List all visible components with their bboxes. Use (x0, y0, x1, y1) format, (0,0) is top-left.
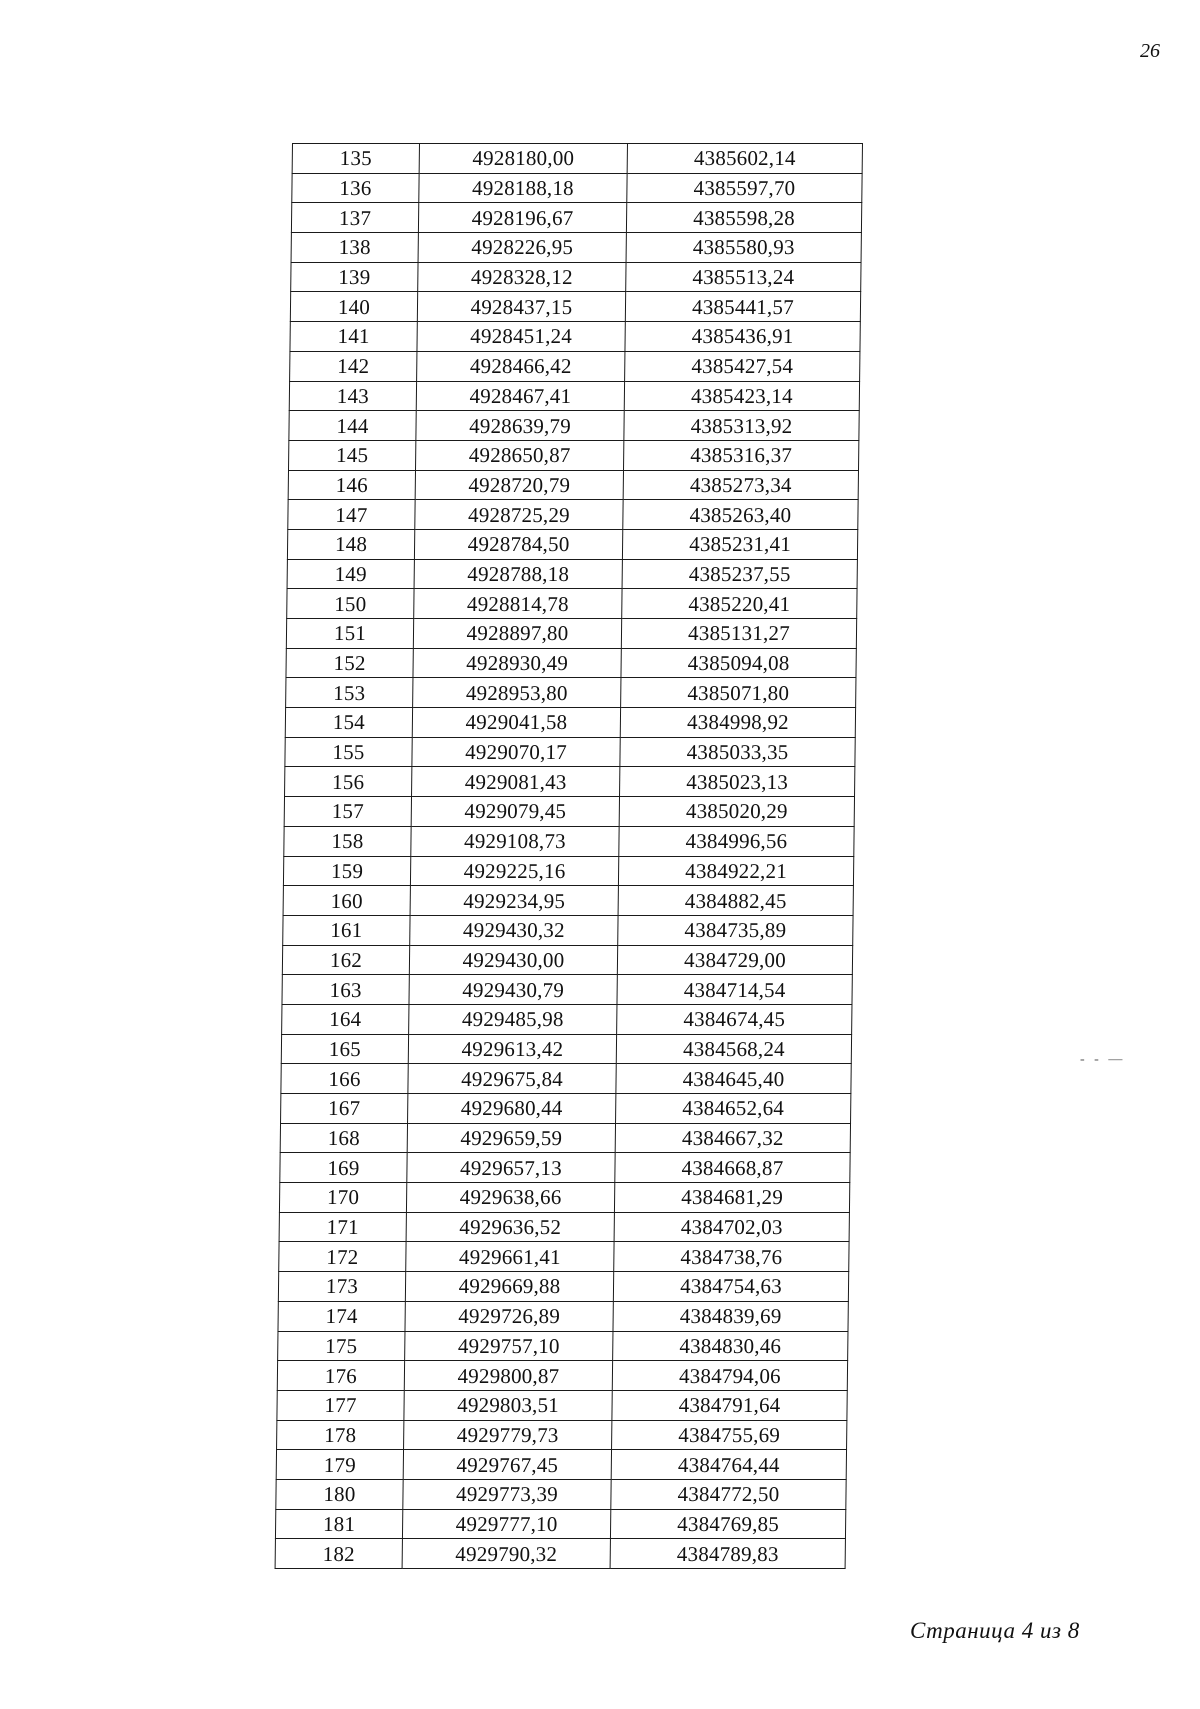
table-row (281, 1064, 851, 1094)
table-row (284, 826, 854, 856)
table-row (287, 559, 857, 589)
y-coordinate-cell: 4385436,91 (625, 322, 860, 352)
y-coordinate-cell: 4384755,69 (612, 1420, 847, 1450)
y-coordinate-cell: 4384772,50 (611, 1479, 846, 1509)
y-coordinate-cell: 4384996,56 (619, 826, 854, 856)
table-row (280, 1153, 850, 1183)
table-row (279, 1242, 849, 1272)
y-coordinate-cell: 4385131,27 (621, 619, 856, 649)
y-coordinate-cell: 4385597,70 (627, 173, 862, 203)
x-coordinate-cell: 4929757,10 (405, 1331, 613, 1361)
table-row (275, 1509, 845, 1539)
y-coordinate-cell: 4384667,32 (615, 1123, 850, 1153)
table-row (291, 233, 861, 263)
table-row (277, 1390, 847, 1420)
x-coordinate-cell: 4929726,89 (405, 1301, 613, 1331)
y-coordinate-cell: 4385220,41 (622, 589, 857, 619)
table-row (278, 1331, 848, 1361)
x-coordinate-cell: 4929669,88 (405, 1272, 613, 1302)
point-number-cell: 174 (278, 1301, 405, 1331)
point-number-cell: 151 (286, 619, 413, 649)
point-number-cell: 149 (287, 559, 414, 589)
x-coordinate-cell: 4928639,79 (416, 411, 624, 441)
y-coordinate-cell: 4384839,69 (613, 1301, 848, 1331)
point-number-cell: 159 (283, 856, 410, 886)
x-coordinate-cell: 4929773,39 (403, 1479, 611, 1509)
point-number-cell: 172 (279, 1242, 406, 1272)
point-number-cell: 176 (277, 1361, 404, 1391)
x-coordinate-cell: 4929070,17 (412, 737, 620, 767)
point-number-cell: 150 (287, 589, 414, 619)
scan-artifact-mark: - - — (1080, 1052, 1126, 1067)
table-row (277, 1420, 847, 1450)
point-number-cell: 179 (276, 1450, 403, 1480)
table-row (288, 500, 858, 530)
point-number-cell: 139 (291, 262, 418, 292)
point-number-cell: 175 (278, 1331, 405, 1361)
y-coordinate-cell: 4385313,92 (624, 411, 859, 441)
point-number-cell: 181 (275, 1509, 402, 1539)
point-number-cell: 180 (276, 1479, 403, 1509)
x-coordinate-cell: 4928437,15 (417, 292, 625, 322)
table-row (288, 470, 858, 500)
y-coordinate-cell: 4384714,54 (617, 975, 852, 1005)
table-row (290, 292, 860, 322)
y-coordinate-cell: 4384645,40 (616, 1064, 851, 1094)
y-coordinate-cell: 4385427,54 (625, 351, 860, 381)
table-row (278, 1301, 848, 1331)
point-number-cell: 154 (285, 708, 412, 738)
y-coordinate-cell: 4384789,83 (610, 1539, 845, 1569)
point-number-cell: 164 (282, 1004, 409, 1034)
point-number-cell: 173 (278, 1272, 405, 1302)
coordinates-table (275, 143, 863, 1569)
y-coordinate-cell: 4385231,41 (622, 529, 857, 559)
point-number-cell: 146 (288, 470, 415, 500)
point-number-cell: 169 (280, 1153, 407, 1183)
x-coordinate-cell: 4929767,45 (403, 1450, 611, 1480)
y-coordinate-cell: 4384882,45 (618, 886, 853, 916)
table-row (283, 915, 853, 945)
x-coordinate-cell: 4929803,51 (404, 1390, 612, 1420)
y-coordinate-cell: 4384754,63 (613, 1272, 848, 1302)
x-coordinate-cell: 4929777,10 (402, 1509, 610, 1539)
x-coordinate-cell: 4929661,41 (406, 1242, 614, 1272)
point-number-cell: 147 (288, 500, 415, 530)
y-coordinate-cell: 4384769,85 (610, 1509, 845, 1539)
x-coordinate-cell: 4929800,87 (404, 1361, 612, 1391)
x-coordinate-cell: 4929779,73 (404, 1420, 612, 1450)
table-row (281, 1034, 851, 1064)
table-row (285, 767, 855, 797)
x-coordinate-cell: 4928188,18 (419, 173, 627, 203)
point-number-cell: 148 (287, 529, 414, 559)
x-coordinate-cell: 4929041,58 (412, 708, 620, 738)
table-row (276, 1479, 846, 1509)
y-coordinate-cell: 4384794,06 (612, 1361, 847, 1391)
point-number-cell: 162 (282, 945, 409, 975)
point-number-cell: 171 (279, 1212, 406, 1242)
coordinates-table-body (275, 144, 862, 1569)
x-coordinate-cell: 4929225,16 (410, 856, 618, 886)
point-number-cell: 161 (283, 915, 410, 945)
x-coordinate-cell: 4929657,13 (407, 1153, 615, 1183)
y-coordinate-cell: 4385263,40 (623, 500, 858, 530)
table-row (283, 886, 853, 916)
y-coordinate-cell: 4385513,24 (626, 262, 861, 292)
y-coordinate-cell: 4384668,87 (615, 1153, 850, 1183)
point-number-cell: 166 (281, 1064, 408, 1094)
table-row (290, 322, 860, 352)
x-coordinate-cell: 4928897,80 (413, 619, 621, 649)
x-coordinate-cell: 4928180,00 (419, 144, 627, 174)
y-coordinate-cell: 4384922,21 (618, 856, 853, 886)
table-row (290, 351, 860, 381)
y-coordinate-cell: 4384738,76 (614, 1242, 849, 1272)
table-row (286, 678, 856, 708)
table-row (286, 648, 856, 678)
x-coordinate-cell: 4928930,49 (413, 648, 621, 678)
table-row (282, 945, 852, 975)
table-row (282, 1004, 852, 1034)
y-coordinate-cell: 4385023,13 (620, 767, 855, 797)
point-number-cell: 144 (289, 411, 416, 441)
x-coordinate-cell: 4928466,42 (417, 351, 625, 381)
x-coordinate-cell: 4928467,41 (416, 381, 624, 411)
table-row (289, 411, 859, 441)
y-coordinate-cell: 4385598,28 (626, 203, 861, 233)
x-coordinate-cell: 4929638,66 (406, 1183, 614, 1213)
y-coordinate-cell: 4385441,57 (625, 292, 860, 322)
x-coordinate-cell: 4929430,00 (409, 945, 617, 975)
point-number-cell: 160 (283, 886, 410, 916)
y-coordinate-cell: 4384568,24 (616, 1034, 851, 1064)
x-coordinate-cell: 4928788,18 (414, 559, 622, 589)
x-coordinate-cell: 4928196,67 (418, 203, 626, 233)
point-number-cell: 167 (281, 1094, 408, 1124)
point-number-cell: 141 (290, 322, 417, 352)
point-number-cell: 170 (279, 1183, 406, 1213)
point-number-cell: 182 (275, 1539, 402, 1569)
point-number-cell: 168 (280, 1123, 407, 1153)
x-coordinate-cell: 4928814,78 (414, 589, 622, 619)
y-coordinate-cell: 4385273,34 (623, 470, 858, 500)
table-row (289, 440, 859, 470)
y-coordinate-cell: 4384735,89 (618, 915, 853, 945)
table-row (278, 1272, 848, 1302)
x-coordinate-cell: 4928328,12 (418, 262, 626, 292)
point-number-cell: 155 (285, 737, 412, 767)
y-coordinate-cell: 4385071,80 (621, 678, 856, 708)
table-row (283, 856, 853, 886)
table-row (285, 708, 855, 738)
table-row (280, 1123, 850, 1153)
y-coordinate-cell: 4384998,92 (620, 708, 855, 738)
x-coordinate-cell: 4928226,95 (418, 233, 626, 263)
page-footer-label: Страница 4 из 8 (910, 1618, 1080, 1643)
x-coordinate-cell: 4928953,80 (413, 678, 621, 708)
point-number-cell: 163 (282, 975, 409, 1005)
point-number-cell: 156 (285, 767, 412, 797)
y-coordinate-cell: 4384791,64 (612, 1390, 847, 1420)
point-number-cell: 137 (291, 203, 418, 233)
table-row (292, 173, 862, 203)
point-number-cell: 177 (277, 1390, 404, 1420)
x-coordinate-cell: 4929675,84 (408, 1064, 616, 1094)
x-coordinate-cell: 4929636,52 (406, 1212, 614, 1242)
y-coordinate-cell: 4384652,64 (616, 1094, 851, 1124)
x-coordinate-cell: 4928725,29 (415, 500, 623, 530)
y-coordinate-cell: 4385423,14 (624, 381, 859, 411)
table-row (292, 144, 862, 174)
point-number-cell: 157 (284, 797, 411, 827)
point-number-cell: 143 (289, 381, 416, 411)
table-row (281, 1094, 851, 1124)
point-number-cell: 178 (277, 1420, 404, 1450)
y-coordinate-cell: 4385094,08 (621, 648, 856, 678)
table-row (279, 1212, 849, 1242)
table-row (291, 203, 861, 233)
x-coordinate-cell: 4928650,87 (416, 440, 624, 470)
table-row (279, 1183, 849, 1213)
page-number: 26 (1140, 40, 1160, 62)
x-coordinate-cell: 4929081,43 (412, 767, 620, 797)
y-coordinate-cell: 4384729,00 (617, 945, 852, 975)
y-coordinate-cell: 4385316,37 (624, 440, 859, 470)
table-row (277, 1361, 847, 1391)
y-coordinate-cell: 4384830,46 (613, 1331, 848, 1361)
x-coordinate-cell: 4929790,32 (402, 1539, 610, 1569)
y-coordinate-cell: 4385580,93 (626, 233, 861, 263)
x-coordinate-cell: 4929430,32 (410, 915, 618, 945)
y-coordinate-cell: 4384674,45 (617, 1004, 852, 1034)
point-number-cell: 138 (291, 233, 418, 263)
y-coordinate-cell: 4384681,29 (614, 1183, 849, 1213)
table-row (282, 975, 852, 1005)
point-number-cell: 158 (284, 826, 411, 856)
x-coordinate-cell: 4929079,45 (411, 797, 619, 827)
table-row (287, 589, 857, 619)
x-coordinate-cell: 4929234,95 (410, 886, 618, 916)
table-row (286, 619, 856, 649)
table-row (284, 797, 854, 827)
table-row (289, 381, 859, 411)
table-row (291, 262, 861, 292)
point-number-cell: 136 (292, 173, 419, 203)
y-coordinate-cell: 4384764,44 (611, 1450, 846, 1480)
x-coordinate-cell: 4929659,59 (407, 1123, 615, 1153)
point-number-cell: 142 (290, 351, 417, 381)
point-number-cell: 145 (289, 440, 416, 470)
x-coordinate-cell: 4929680,44 (408, 1094, 616, 1124)
y-coordinate-cell: 4385033,35 (620, 737, 855, 767)
point-number-cell: 153 (286, 678, 413, 708)
table-row (287, 529, 857, 559)
x-coordinate-cell: 4928451,24 (417, 322, 625, 352)
y-coordinate-cell: 4384702,03 (614, 1212, 849, 1242)
x-coordinate-cell: 4929613,42 (408, 1034, 616, 1064)
point-number-cell: 140 (290, 292, 417, 322)
x-coordinate-cell: 4928720,79 (415, 470, 623, 500)
y-coordinate-cell: 4385237,55 (622, 559, 857, 589)
x-coordinate-cell: 4928784,50 (414, 529, 622, 559)
y-coordinate-cell: 4385602,14 (627, 144, 862, 174)
table-row (275, 1539, 845, 1569)
table-row (276, 1450, 846, 1480)
x-coordinate-cell: 4929485,98 (409, 1004, 617, 1034)
point-number-cell: 165 (281, 1034, 408, 1064)
point-number-cell: 152 (286, 648, 413, 678)
x-coordinate-cell: 4929108,73 (411, 826, 619, 856)
point-number-cell: 135 (292, 144, 419, 174)
table-row (285, 737, 855, 767)
y-coordinate-cell: 4385020,29 (619, 797, 854, 827)
x-coordinate-cell: 4929430,79 (409, 975, 617, 1005)
